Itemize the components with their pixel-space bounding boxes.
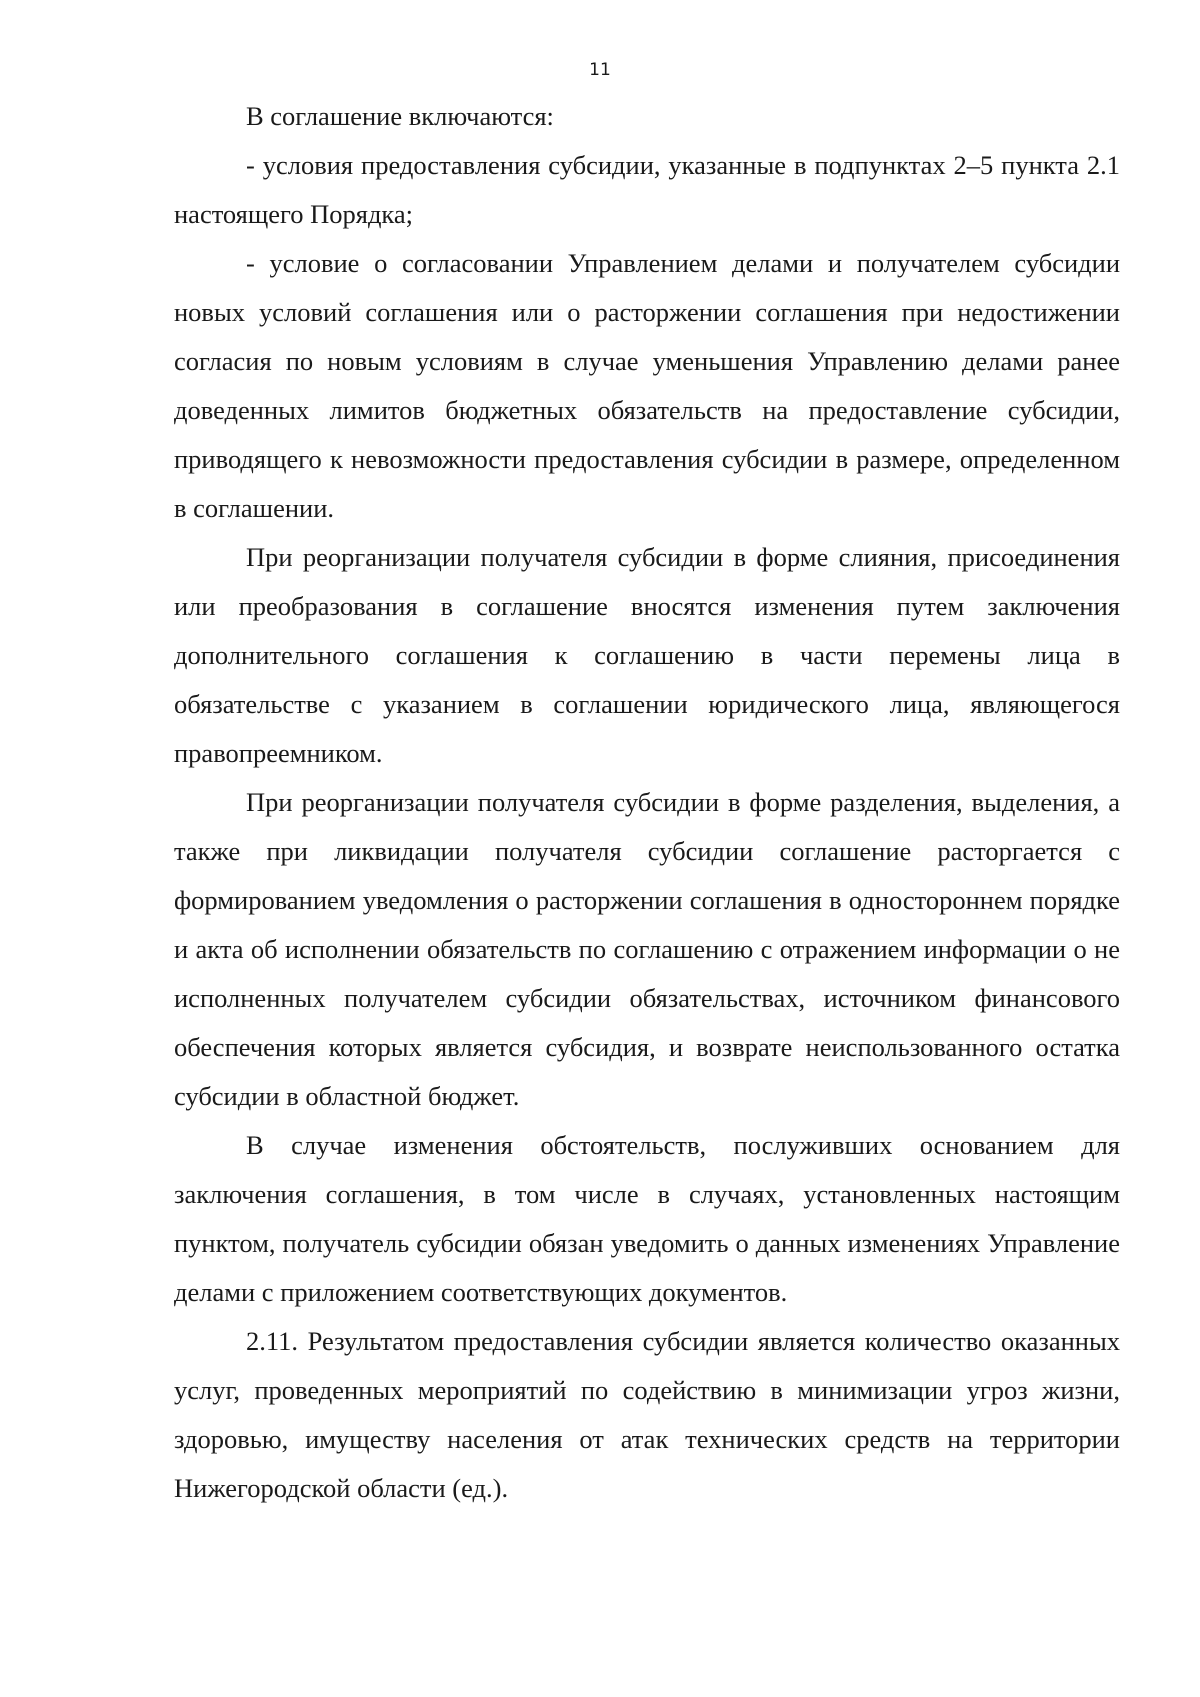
page-number: 11 <box>589 60 611 80</box>
paragraph-reorganization-merger: При реорганизации получателя субсидии в форме слияния, присоединения или преобразования в соглашение вносятся изменения путем заключения дополнительного соглашения к соглашению в части перемены лица в обязательстве с указанием в соглашении юридического лица, являющегося правопреемником. <box>174 542 1120 768</box>
paragraph-agreement-includes: В соглашение включаются: <box>246 101 554 131</box>
paragraph-reorganization-division: При реорганизации получателя субсидии в форме разделения, выделения, а также при ликвидации получателя субсидии соглашение расторгается с формированием уведомления о расторжении соглашения в одностороннем порядке и акта об исполнении обязательств по соглашению с отражением информации о не исполненных получателем субсидии обязательствах, источником финансового обеспечения которых является субсидия, и возврате неиспользованного остатка субсидии в областной бюджет. <box>174 787 1120 1111</box>
paragraph-change-of-circumstances: В случае изменения обстоятельств, послуживших основанием для заключения соглашения, в том числе в случаях, установленных настоящим пунктом, получатель субсидии обязан уведомить о данных изменениях Управление делами с приложением соответствующих документов. <box>174 1130 1120 1307</box>
document-body <box>174 92 1120 1513</box>
paragraph-result-2-11: 2.11. Результатом предоставления субсидии является количество оказанных услуг, проведенных мероприятий по содействию в минимизации угроз жизни, здоровью, имуществу населения от атак технических средств на территории Нижегородской области (ед.). <box>174 1326 1120 1503</box>
paragraph-agreement-terms-item: - условие о согласовании Управлением делами и получателем субсидии новых условий соглашения или о расторжении соглашения при недостижении согласия по новым условиям в случае уменьшения Управлению делами ранее доведенных лимитов бюджетных обязательств на предоставление субсидии, приводящего к невозможности предоставления субсидии в размере, определенном в соглашении. <box>174 248 1120 523</box>
paragraph-conditions-item: - условия предоставления субсидии, указанные в подпунктах 2–5 пункта 2.1 настоящего Порядка; <box>174 150 1120 229</box>
